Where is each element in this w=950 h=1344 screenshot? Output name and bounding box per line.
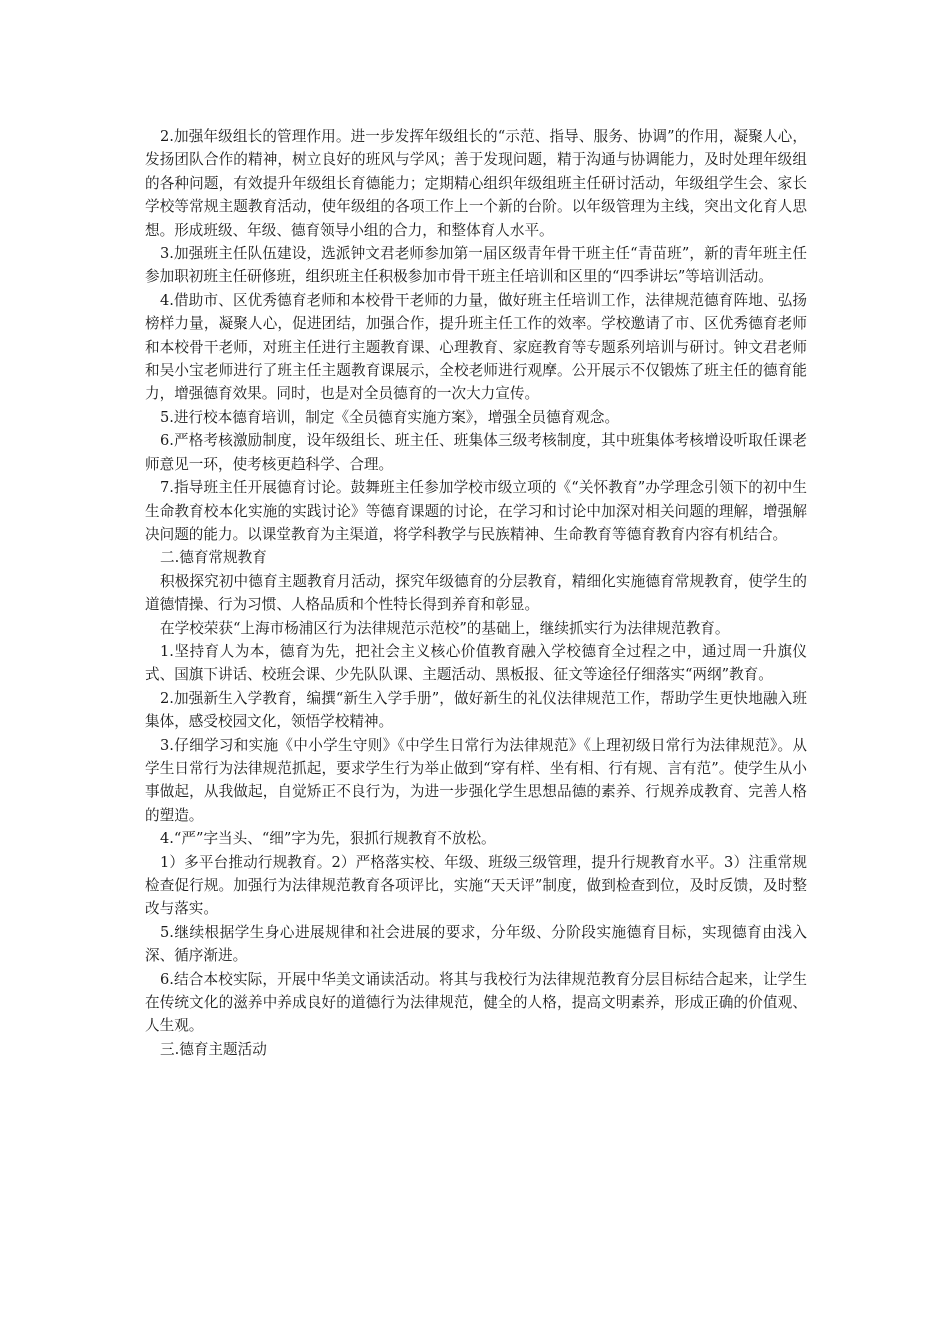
paragraph-graded-goals: 5.继续根据学生身心进展规律和社会进展的要求，分年级、分阶段实施德育目标，实现德育由浅入深、循序渐进。	[145, 923, 807, 965]
paragraph-model-school: 在学校荣获“上海市杨浦区行为法律规范示范校”的基础上，继续抓实行为法律规范教育。	[160, 619, 730, 637]
paragraph-core-values: 1.坚持育人为本，德育为先，把社会主义核心价值教育融入学校德育全过程之中，通过周一升旗仪式、国旗下讲话、校班会课、少先队队课、主题活动、黑板报、征文等途径仔细落实“两纲”教育。	[145, 642, 807, 684]
paragraph-grade-leader-role: 2.加强年级组长的管理作用。进一步发挥年级组长的“示范、指导、服务、协调”的作用，凝聚人心，发扬团队合作的精神，树立良好的班风与学风；善于发现问题，精于沟通与协调能力，及时处理年级组的各种问题，有效提升年级组长育德能力；定期精心组织年级组班主任研讨活动，年级组学生会、家长学校等常规主题教育活动，使年级组的各项工作上一个新的台阶。以年级管理为主线，突出文化育人思想。形成班级、年级、德育领导小组的合力，和整体育人水平。	[145, 128, 807, 239]
paragraph-strict-rules: 4.“严”字当头、“细”字为先，狠抓行规教育不放松。	[160, 830, 496, 848]
section-heading-theme-activities: 三.德育主题活动	[160, 1040, 267, 1058]
section-heading-routine-education: 二.德育常规教育	[160, 549, 267, 567]
paragraph-classic-reading: 6.结合本校实际，开展中华美文诵读活动。将其与我校行为法律规范教育分层目标结合起来，让学生在传统文化的滋养中养成良好的道德行为法律规范，健全的人格，提高文明素养，形成正确的价值观、人生观。	[145, 970, 807, 1035]
paragraph-moral-research: 7.指导班主任开展德育讨论。鼓舞班主任参加学校市级立项的《“关怀教育”办学理念引领下的初中生生命教育校本化实施的实践讨论》等德育课题的讨论，在学习和讨论中加深对相关问题的理解，增强解决问题的能力。以课堂教育为主渠道，将学科教学与民族精神、生命教育等德育教育内容有机结合。	[145, 479, 807, 543]
paragraph-routine-intro: 积极探究初中德育主题教育月活动，探究年级德育的分层教育，精细化实施德育常规教育，使学生的道德情操、行为习惯、人格品质和个性特长得到养育和彰显。	[145, 572, 807, 614]
paragraph-new-students: 2.加强新生入学教育，编撰“新生入学手册”，做好新生的礼仪法律规范工作，帮助学生更快地融入班集体，感受校园文化，领悟学校精神。	[145, 689, 807, 731]
paragraph-head-teacher-team: 3.加强班主任队伍建设，选派钟文君老师参加第一届区级青年骨干班主任“青苗班”，新的青年班主任参加职初班主任研修班，组织班主任积极参加市骨干班主任培训和区里的“四季讲坛”等培训活动。	[145, 245, 807, 286]
paragraph-teacher-training: 4.借助市、区优秀德育老师和本校骨干老师的力量，做好班主任培训工作，法律规范德育阵地、弘扬榜样力量，凝聚人心，促进团结，加强合作，提升班主任工作的效率。学校邀请了市、区优秀德育老师和本校骨干老师，对班主任进行主题教育课、心理教育、家庭教育等专题系列培训与研讨。钟文君老师和吴小宝老师进行了班主任主题教育课展示，全校老师进行观摩。公开展示不仅锻炼了班主任的德育能力，增强德育效果。同时，也是对全员德育的一次大力宣传。	[145, 291, 807, 403]
paragraph-school-training: 5.进行校本德育培训，制定《全员德育实施方案》，增强全员德育观念。	[160, 408, 620, 426]
paragraph-assessment: 6.严格考核激励制度，设年级组长、班主任、班集体三级考核制度，其中班集体考核增设听取任课老师意见一环，使考核更趋科学、合理。	[145, 432, 807, 473]
paragraph-multi-platform: 1）多平台推动行规教育。2）严格落实校、年级、班级三级管理，提升行规教育水平。3）注重常规检查促行规。加强行为法律规范教育各项评比，实施“天天评”制度，做到检查到位，及时反馈，及时整改与落实。	[145, 853, 807, 918]
document-body	[145, 125, 807, 1061]
paragraph-code-of-conduct: 3.仔细学习和实施《中小学生守则》《中学生日常行为法律规范》《上理初级日常行为法律规范》。从学生日常行为法律规范抓起，要求学生行为举止做到“穿有样、坐有相、行有规、言有范”。使学生从小事做起，从我做起，自觉矫正不良行为，为进一步强化学生思想品德的素养、行规养成教育、完善人格的塑造。	[145, 736, 807, 824]
